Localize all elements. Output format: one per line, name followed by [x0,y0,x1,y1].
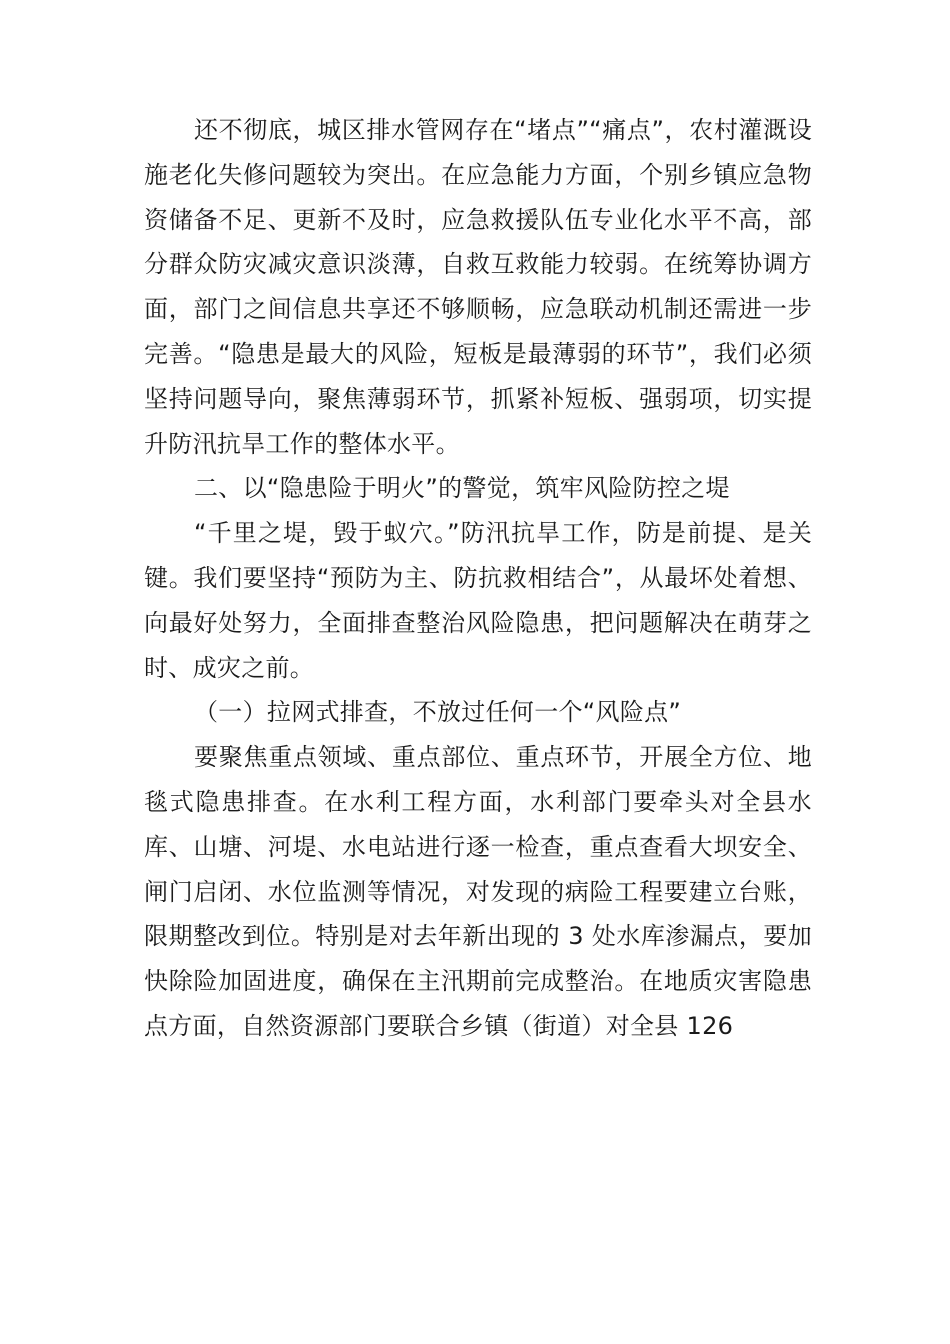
paragraph-inspection: 要聚焦重点领域、重点部位、重点环节，开展全方位、地毯式隐患排查。在水利工程方面，水利部门要牵头对全县水库、山塘、河堤、水电站进行逐一检查，重点查看大坝安全、闸门启闭、水位监测等情况，对发现的病险工程要建立台账，限期整改到位。特别是对去年新出现的 3 处水库渗漏点，要加快除险加固进度，确保在主汛期前完成整治。在地质灾害隐患点方面，自然资源部门要联合乡镇（街道）对全县 126 [144,743,812,1040]
paragraph-problems: 还不彻底，城区排水管网存在“堵点”“痛点”，农村灌溉设施老化失修问题较为突出。在应急能力方面，个别乡镇应急物资储备不足、更新不及时，应急救援队伍专业化水平不高，部分群众防灾减灾意识淡薄，自救互救能力较弱。在统筹协调方面，部门之间信息共享还不够顺畅，应急联动机制还需进一步完善。“隐患是最大的风险，短板是最薄弱的环节”，我们必须坚持问题导向，聚焦薄弱环节，抓紧补短板、强弱项，切实提升防汛抗旱工作的整体水平。 [144,116,812,458]
paragraph-prevention: “千里之堤，毁于蚁穴。”防汛抗旱工作，防是前提、是关键。我们要坚持“预防为主、防抗救相结合”，从最坏处着想、向最好处努力，全面排查整治风险隐患，把问题解决在萌芽之时、成灾之前。 [144,519,812,682]
document-body [144,108,812,1049]
section-heading-two: 二、以“隐患险于明火”的警觉，筑牢风险防控之堤 [194,474,730,503]
subsection-heading-one: （一）拉网式排查，不放过任何一个“风险点” [194,698,682,727]
